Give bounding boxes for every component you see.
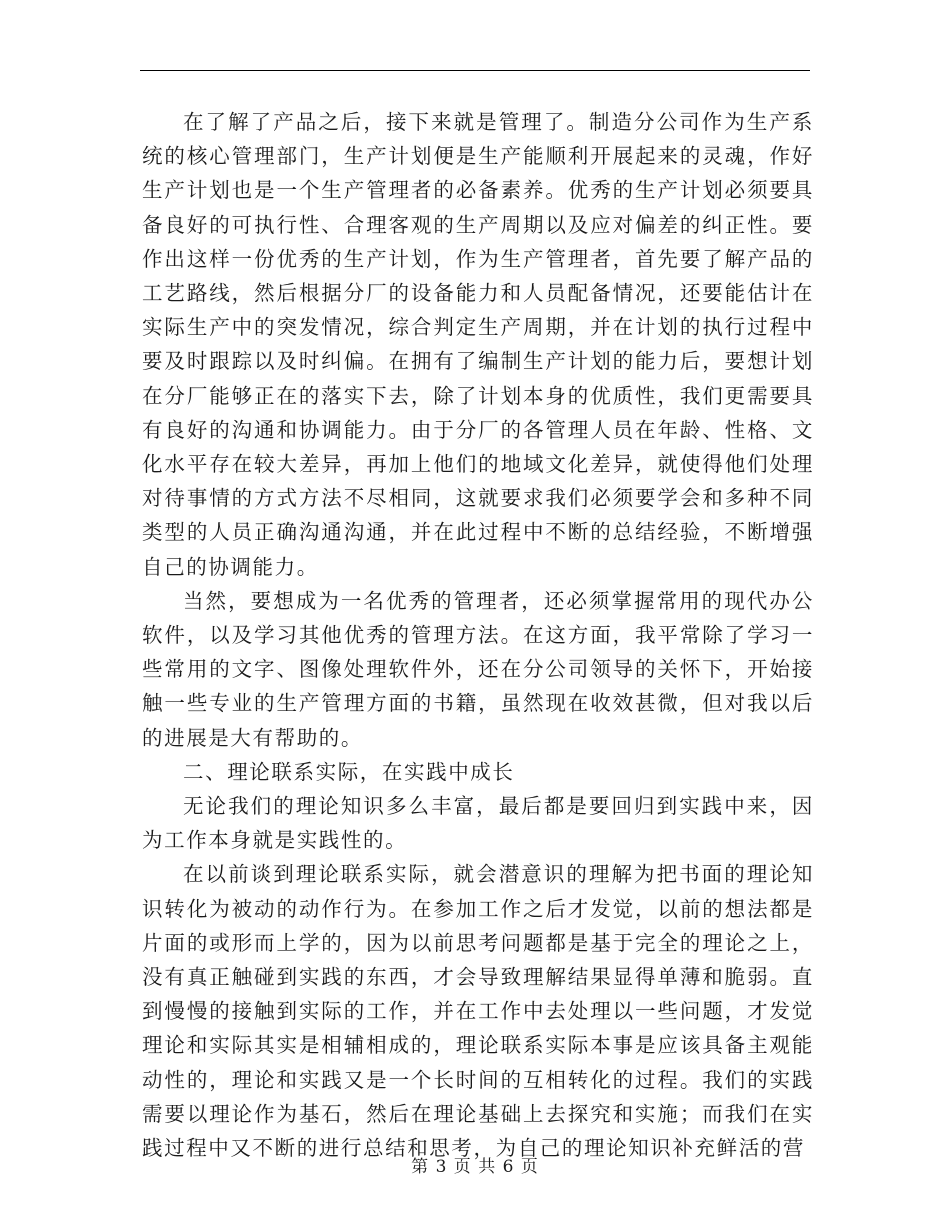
paragraph: 在以前谈到理论联系实际，就会潜意识的理解为把书面的理论知识转化为被动的动作行为。在参加工作之后才发觉，以前的想法都是片面的或形而上学的，因为以前思考问题都是基于完全的理论之上，没有真正触碰到实践的东西，才会导致理解结果显得单薄和脆弱。直到慢慢的接触到实际的工作，并在工作中去处理以一些问题，才发觉理论和实际其实是相辅相成的，理论联系实际本事是应该具备主观能动性的，理论和实践又是一个长时间的互相转化的过程。我们的实践需要以理论作为基石，然后在理论基础上去探究和实施；而我们在实践过程中又不断的进行总结和思考，为自己的理论知识补充鲜活的营 xyxy=(142,862,814,1161)
paragraph: 当然，要想成为一名优秀的管理者，还必须掌握常用的现代办公软件，以及学习其他优秀的管理方法。在这方面，我平常除了学习一些常用的文字、图像处理软件外，还在分公司领导的关怀下，开始接触一些专业的生产管理方面的书籍，虽然现在收效甚微，但对我以后的进展是大有帮助的。 xyxy=(142,588,814,750)
header-rule xyxy=(140,70,810,71)
document-body xyxy=(142,105,814,1165)
paragraph: 在了解了产品之后，接下来就是管理了。制造分公司作为生产系统的核心管理部门，生产计划便是生产能顺利开展起来的灵魂，作好生产计划也是一个生产管理者的必备素养。优秀的生产计划必须要具备良好的可执行性、合理客观的生产周期以及应对偏差的纠正性。要作出这样一份优秀的生产计划，作为生产管理者，首先要了解产品的工艺路线，然后根据分厂的设备能力和人员配备情况，还要能估计在实际生产中的突发情况，综合判定生产周期，并在计划的执行过程中要及时跟踪以及时纠偏。在拥有了编制生产计划的能力后，要想计划在分厂能够正在的落实下去，除了计划本身的优质性，我们更需要具有良好的沟通和协调能力。由于分厂的各管理人员在年龄、性格、文化水平存在较大差异，再加上他们的地域文化差异，就使得他们处理对待事情的方式方法不尽相同，这就要求我们必须要学会和多种不同类型的人员正确沟通沟通，并在此过程中不断的总结经验，不断增强自己的协调能力。 xyxy=(142,110,814,579)
paragraph: 无论我们的理论知识多么丰富，最后都是要回归到实践中来，因为工作本身就是实践性的。 xyxy=(142,794,814,853)
section-heading: 二、理论联系实际，在实践中成长 xyxy=(183,759,515,784)
page-number: 第 3 页 共 6 页 xyxy=(411,1157,539,1177)
